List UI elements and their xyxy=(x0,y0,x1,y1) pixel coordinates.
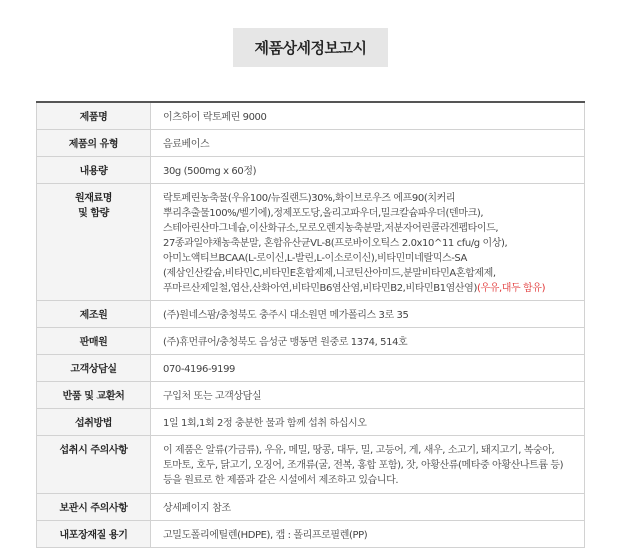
table-row xyxy=(37,327,585,354)
row-label-content-amount: 내용량 xyxy=(37,156,151,183)
row-label-storage-caution: 보관시 주의사항 xyxy=(37,493,151,520)
row-label-product-name: 제품명 xyxy=(37,102,151,129)
table-row xyxy=(37,381,585,408)
product-info-table xyxy=(36,101,585,548)
ingredients-line: (제삼인산칼슘,비타민C,비타민E혼합제제,니코틴산아미드,분말비타민A혼합제제, xyxy=(163,267,496,279)
ingredients-line: 락토페린농축물(우유100/뉴질랜드)30%,화이브로우즈 에프90(치커리 xyxy=(163,192,456,204)
table-row xyxy=(37,408,585,435)
row-value-manufacturer: (주)원네스팜/충청북도 충주시 대소원면 메가폴리스 3로 35 xyxy=(151,300,585,327)
row-value-seller: (주)휴먼큐어/충청북도 음성군 맹동면 원중로 1374, 514호 xyxy=(151,327,585,354)
table-row xyxy=(37,493,585,520)
row-value-product-name: 이츠하이 락토페린 9000 xyxy=(151,102,585,129)
ingredients-line-last xyxy=(163,281,574,296)
title-area xyxy=(0,28,621,67)
row-label-customer-service: 고객상담실 xyxy=(37,354,151,381)
ingredients-line: 아미노액티브BCAA(L-로이신,L-발린,L-이소로이신),비타민미네랄믹스-SA xyxy=(163,252,467,264)
ingredients-line: 스테아린산마그네슘,이산화규소,모로오렌지농축분말,저분자어린콜라겐펩타이드, xyxy=(163,222,499,234)
row-label-manufacturer: 제조원 xyxy=(37,300,151,327)
table-row xyxy=(37,520,585,547)
table-row xyxy=(37,435,585,493)
row-value-intake-caution xyxy=(151,435,585,493)
caution-line: 등을 원료로 한 제품과 같은 시설에서 제조하고 있습니다. xyxy=(163,474,399,486)
row-label-intake-caution: 섭취시 주의사항 xyxy=(37,435,151,493)
row-label-packaging: 내포장재질 용기 xyxy=(37,520,151,547)
table-row xyxy=(37,300,585,327)
caution-line: 토마토, 호두, 닭고기, 오징어, 조개류(굴, 전복, 홍합 포함), 잣, 아황산류(메타중 아황산나트륨 등) xyxy=(163,459,564,471)
table-row xyxy=(37,183,585,300)
row-value-customer-service: 070-4196-9199 xyxy=(151,354,585,381)
ingredients-line-text: 푸마르산제일철,엽산,산화아연,비타민B6염산염,비타민B2,비타민B1염산염) xyxy=(163,282,477,294)
ingredients-line: 27종과일야채농축분말, 혼합유산균VL-8(프로바이오틱스 2.0x10^11 cfu/g 이상), xyxy=(163,237,508,249)
row-value-returns: 구입처 또는 고객상담실 xyxy=(151,381,585,408)
row-value-product-type: 음료베이스 xyxy=(151,129,585,156)
table-row xyxy=(37,354,585,381)
row-value-ingredients xyxy=(151,183,585,300)
row-value-packaging: 고밀도폴리에틸렌(HDPE), 캡 : 폴리프로필렌(PP) xyxy=(151,520,585,547)
row-label-ingredients: 원재료명 및 함량 xyxy=(37,183,151,300)
row-value-content-amount: 30g (500mg x 60정) xyxy=(151,156,585,183)
row-label-product-type: 제품의 유형 xyxy=(37,129,151,156)
caution-line: 이 제품은 알류(가금류), 우유, 메밀, 땅콩, 대두, 밀, 고등어, 게, 새우, 소고기, 돼지고기, 복숭아, xyxy=(163,444,555,456)
table-row xyxy=(37,156,585,183)
row-value-intake-method: 1일 1회,1회 2정 충분한 물과 함께 섭취 하십시오 xyxy=(151,408,585,435)
row-value-storage-caution: 상세페이지 참조 xyxy=(151,493,585,520)
row-label-intake-method: 섭취방법 xyxy=(37,408,151,435)
page-title: 제품상세정보고시 xyxy=(233,28,389,67)
row-label-returns: 반품 및 교환처 xyxy=(37,381,151,408)
ingredients-line: 뿌리추출물100%/벨기에),정제포도당,올리고파우더,밀크칼슘파우더(덴마크), xyxy=(163,207,484,219)
table-row xyxy=(37,102,585,129)
row-label-seller: 판매원 xyxy=(37,327,151,354)
allergy-notice: (우유,대두 함유) xyxy=(476,282,546,294)
table-row xyxy=(37,129,585,156)
